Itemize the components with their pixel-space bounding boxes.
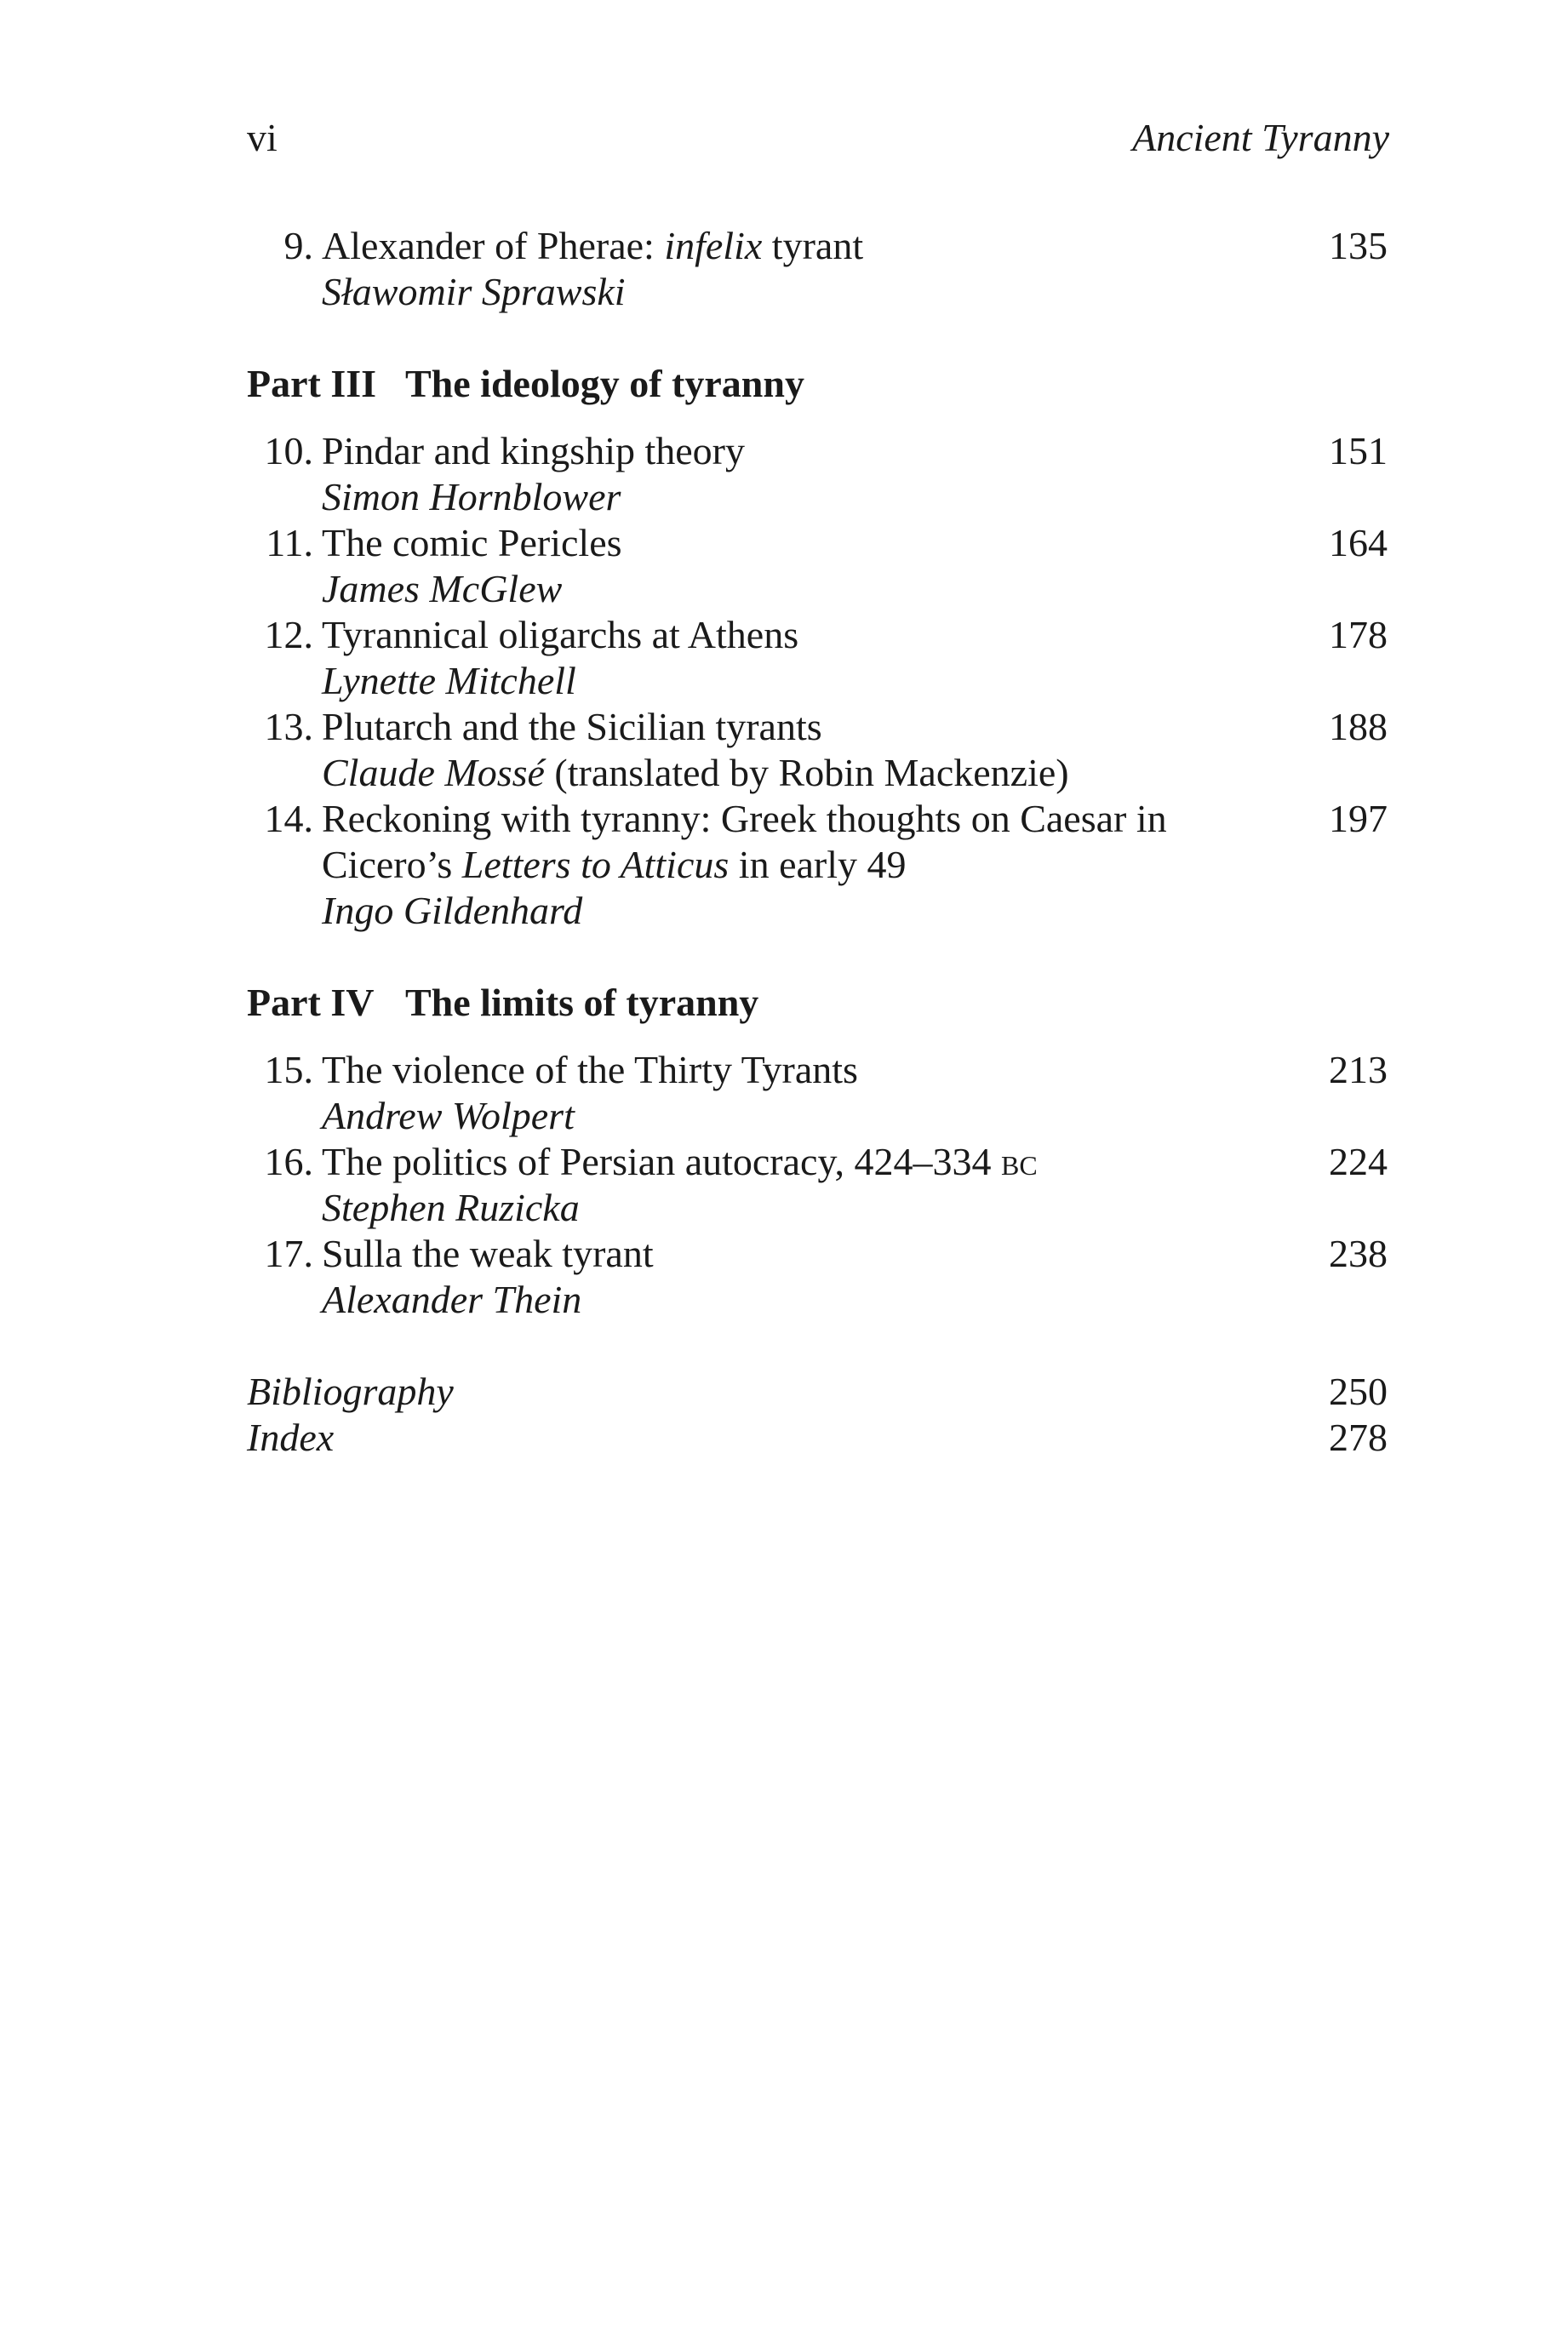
chapter-author: Simon Hornblower xyxy=(322,475,621,518)
page-number: 278 xyxy=(1329,1416,1388,1459)
page-number: 213 xyxy=(1329,1048,1388,1091)
chapter-author: Andrew Wolpert xyxy=(322,1094,575,1137)
toc-entry-15 xyxy=(247,1047,1388,1139)
chapter-number: 16. xyxy=(264,1140,313,1183)
translator-note: (translated by Robin Mackenzie) xyxy=(544,751,1069,794)
chapter-number: 15. xyxy=(264,1048,313,1091)
toc-entry-16 xyxy=(247,1139,1388,1231)
part-title: The ideology of tyranny xyxy=(405,362,804,405)
chapter-number: 17. xyxy=(264,1232,313,1275)
chapter-author: Claude Mossé xyxy=(322,751,545,794)
chapter-number: 11. xyxy=(266,521,313,564)
page-number: 250 xyxy=(1329,1370,1388,1413)
chapter-number: 14. xyxy=(264,797,313,840)
table-of-contents xyxy=(247,223,1388,1461)
back-matter xyxy=(247,1369,1388,1461)
chapter-author-line xyxy=(322,750,1268,796)
chapter-title-line-2: Cicero’s Letters to Atticus in early 49 xyxy=(322,843,907,886)
toc-entry-12 xyxy=(247,612,1388,704)
chapter-title: The violence of the Thirty Tyrants xyxy=(322,1048,858,1091)
page-number: 238 xyxy=(1329,1232,1388,1275)
page-number: 224 xyxy=(1329,1140,1388,1183)
chapter-author: Stephen Ruzicka xyxy=(322,1186,580,1229)
toc-entry-9 xyxy=(247,223,1388,315)
part-heading-3 xyxy=(247,361,1388,407)
part-label: Part IV xyxy=(247,981,375,1024)
toc-entry-13 xyxy=(247,704,1388,796)
part-label: Part III xyxy=(247,362,377,405)
toc-entry-index xyxy=(247,1415,1388,1461)
back-matter-label: Index xyxy=(247,1416,335,1459)
chapter-author: James McGlew xyxy=(322,567,563,610)
part-title: The limits of tyranny xyxy=(405,981,759,1024)
toc-entry-11 xyxy=(247,520,1388,612)
page-number: 178 xyxy=(1329,613,1388,656)
toc-entry-17 xyxy=(247,1231,1388,1323)
page-folio: vi xyxy=(247,116,278,159)
chapter-number: 10. xyxy=(264,429,313,472)
chapter-number: 13. xyxy=(264,705,313,748)
page-number: 135 xyxy=(1329,224,1388,267)
chapter-title-line-1: Reckoning with tyranny: Greek thoughts on Caesar in xyxy=(322,797,1167,840)
page-number: 164 xyxy=(1329,521,1388,564)
page-number: 197 xyxy=(1329,797,1388,840)
chapter-number: 12. xyxy=(264,613,313,656)
chapter-number: 9. xyxy=(283,224,313,267)
toc-entry-10 xyxy=(247,428,1388,520)
toc-entry-14 xyxy=(247,796,1388,934)
running-head xyxy=(247,112,1389,163)
chapter-author: Ingo Gildenhard xyxy=(322,889,583,932)
chapter-title: Tyrannical oligarchs at Athens xyxy=(322,613,799,656)
chapter-author: Sławomir Sprawski xyxy=(322,270,626,313)
back-matter-label: Bibliography xyxy=(247,1370,454,1413)
part-heading-4 xyxy=(247,980,1388,1026)
chapter-title: Alexander of Pherae: infelix tyrant xyxy=(322,224,864,267)
chapter-title: Plutarch and the Sicilian tyrants xyxy=(322,705,822,748)
toc-entry-bibliography xyxy=(247,1369,1388,1415)
chapter-author: Alexander Thein xyxy=(322,1278,582,1321)
chapter-author: Lynette Mitchell xyxy=(322,659,576,702)
chapter-title: Pindar and kingship theory xyxy=(322,429,745,472)
chapter-title: The politics of Persian autocracy, 424–334 bc xyxy=(322,1140,1038,1183)
running-head-title: Ancient Tyranny xyxy=(1132,116,1389,159)
page-number: 151 xyxy=(1329,429,1388,472)
chapter-title: Sulla the weak tyrant xyxy=(322,1232,654,1275)
page-number: 188 xyxy=(1329,705,1388,748)
chapter-title: The comic Pericles xyxy=(322,521,622,564)
